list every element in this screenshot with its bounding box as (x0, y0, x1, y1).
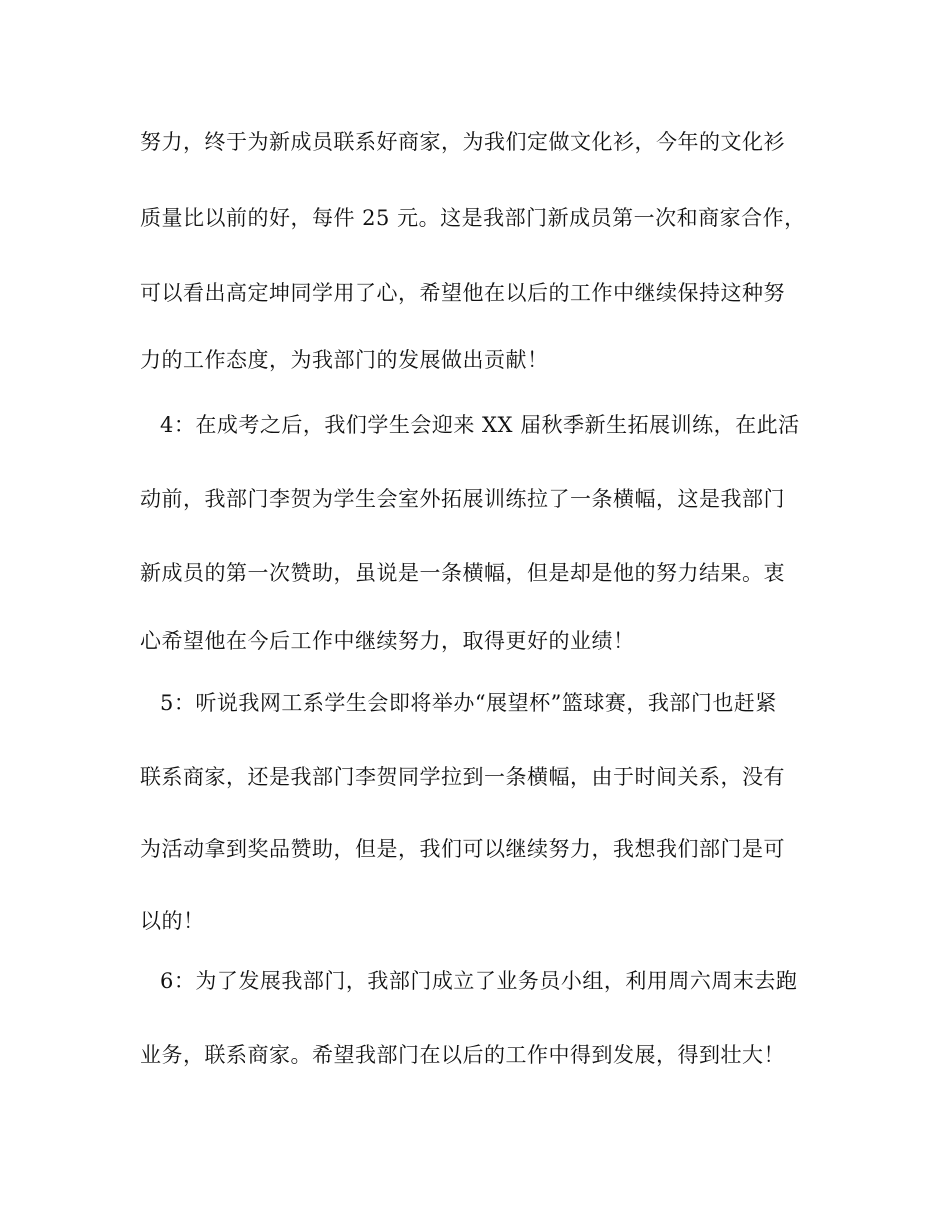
text-line: 质量比以前的好，每件 25 元。这是我部门新成员第一次和商家合作， (140, 206, 806, 230)
text-line: 业务，联系商家。希望我部门在以后的工作中得到发展，得到壮大！ (140, 1043, 785, 1067)
text-line: 力的工作态度，为我部门的发展做出贡献！ (140, 348, 549, 372)
text-line: 可以看出高定坤同学用了心，希望他在以后的工作中继续保持这种努 (140, 281, 785, 305)
list-item-4: 4：在成考之后，我们学生会迎来 XX 届秋季新生拓展训练，在此活 (160, 413, 800, 437)
text-line: 努力，终于为新成员联系好商家，为我们定做文化衫，今年的文化衫 (140, 130, 785, 154)
text-line: 联系商家，还是我部门李贺同学拉到一条横幅，由于时间关系，没有 (140, 765, 785, 789)
text-line: 为活动拿到奖品赞助，但是，我们可以继续努力，我想我们部门是可 (140, 837, 785, 861)
list-item-6: 6：为了发展我部门，我部门成立了业务员小组，利用周六周末去跑 (160, 969, 798, 993)
list-item-5: 5：听说我网工系学生会即将举办“展望杯”篮球赛，我部门也赶紧 (160, 691, 777, 715)
text-line: 动前，我部门李贺为学生会室外拓展训练拉了一条横幅，这是我部门 (140, 487, 785, 511)
text-line: 以的！ (140, 909, 205, 933)
text-line: 新成员的第一次赞助，虽说是一条横幅，但是却是他的努力结果。衷 (140, 561, 785, 585)
text-line: 心希望他在今后工作中继续努力，取得更好的业绩！ (140, 629, 635, 653)
